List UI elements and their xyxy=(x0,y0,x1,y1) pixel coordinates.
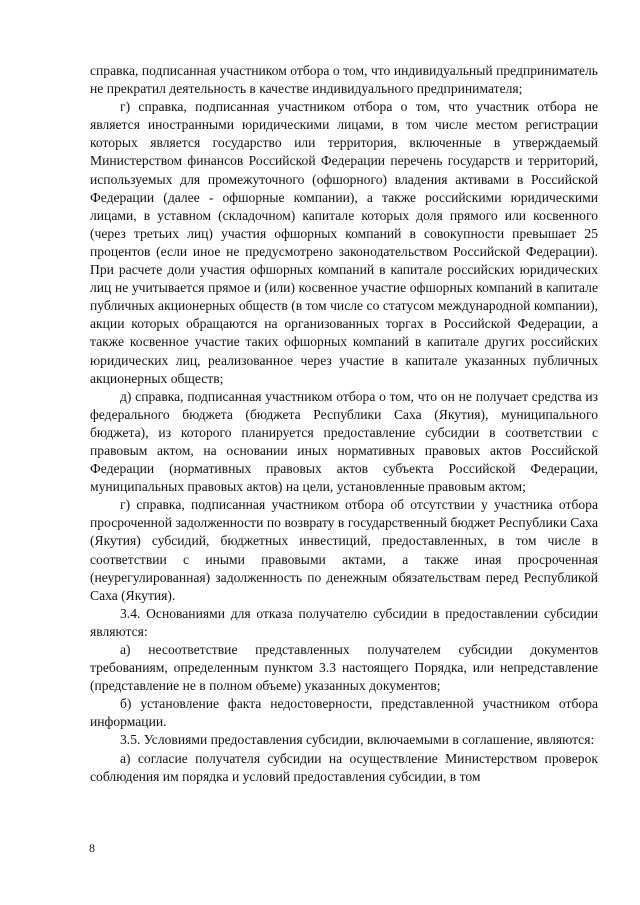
paragraph-3-4-a: а) несоответствие представленных получателем субсидии документов требованиям, определенным пунктом 3.3 настоящего Порядка, или непредставление (представление не в полном объеме) указанных документов; xyxy=(90,642,598,694)
paragraph-3-5-a: а) согласие получателя субсидии на осуществление Министерством проверок соблюдения им порядка и условий предоставления субсидии, в том xyxy=(90,750,598,784)
paragraph-3-4: 3.4. Основаниями для отказа получателю субсидии в предоставлении субсидии являются: xyxy=(90,605,598,639)
paragraph-item-g-arrears: г) справка, подписанная участником отбора об отсутствии у участника отбора просроченной задолженности по возврату в государственный бюджет Республики Саха (Якутия) субсидий, бюджетных инвестиций, предоставленных, в том числе в соответствии с иными правовыми актами, а также иная просроченная (неурегулированная) задолженность по денежным обязательствам перед Республикой Саха (Якутия). xyxy=(90,497,598,603)
paragraph-item-g-offshore: г) справка, подписанная участником отбора о том, что участник отбора не является иностранными юридическими лицами, в том числе местом регистрации которых является государство или территория, включенные в утверждаемый Министерством финансов Российской Федерации перечень государств и территорий, используемых для промежуточного (офшорного) владения активами в Российской Федерации (далее - офшорные компании), а также российскими юридическими лицами, в уставном (складочном) капитале которых доля прямого или косвенного (через третьих лиц) участия офшорных компаний в совокупности превышает 25 процентов (если иное не предусмотрено законодательством Российской Федерации). При расчете доли участия офшорных компаний в капитале российских юридических лиц не учитывается прямое и (или) косвенное участие офшорных компаний в капитале публичных акционерных обществ (в том числе со статусом международной компании), акции которых обращаются на организованных торгах в Российской Федерации, а также косвенное участие таких офшорных компаний в капитале других российских юридических лиц, реализованное через участие в капитале указанных публичных акционерных обществ; xyxy=(90,99,598,386)
paragraph-3-4-b: б) установление факта недостоверности, представленной участником отбора информации. xyxy=(90,696,598,730)
paragraph-continuation: справка, подписанная участником отбора о том, что индивидуальный предприниматель не прекратил деятельность в качестве индивидуального предпринимателя; xyxy=(90,63,598,97)
page-number: 8 xyxy=(89,841,95,855)
paragraph-3-5: 3.5. Условиями предоставления субсидии, включаемыми в соглашение, являются: xyxy=(120,732,595,748)
paragraph-item-d-federal-budget: д) справка, подписанная участником отбора о том, что он не получает средства из федерального бюджета (бюджета Республики Саха (Якутия), муниципального бюджета), из которого планируется предоставление субсидии в соответствии с правовым актом, на основании иных нормативных правовых актов Российской Федерации (нормативных правовых актов субъекта Российской Федерации, муниципальных правовых актов) на цели, установленные правовым актом; xyxy=(90,388,598,495)
body-text xyxy=(90,62,598,786)
